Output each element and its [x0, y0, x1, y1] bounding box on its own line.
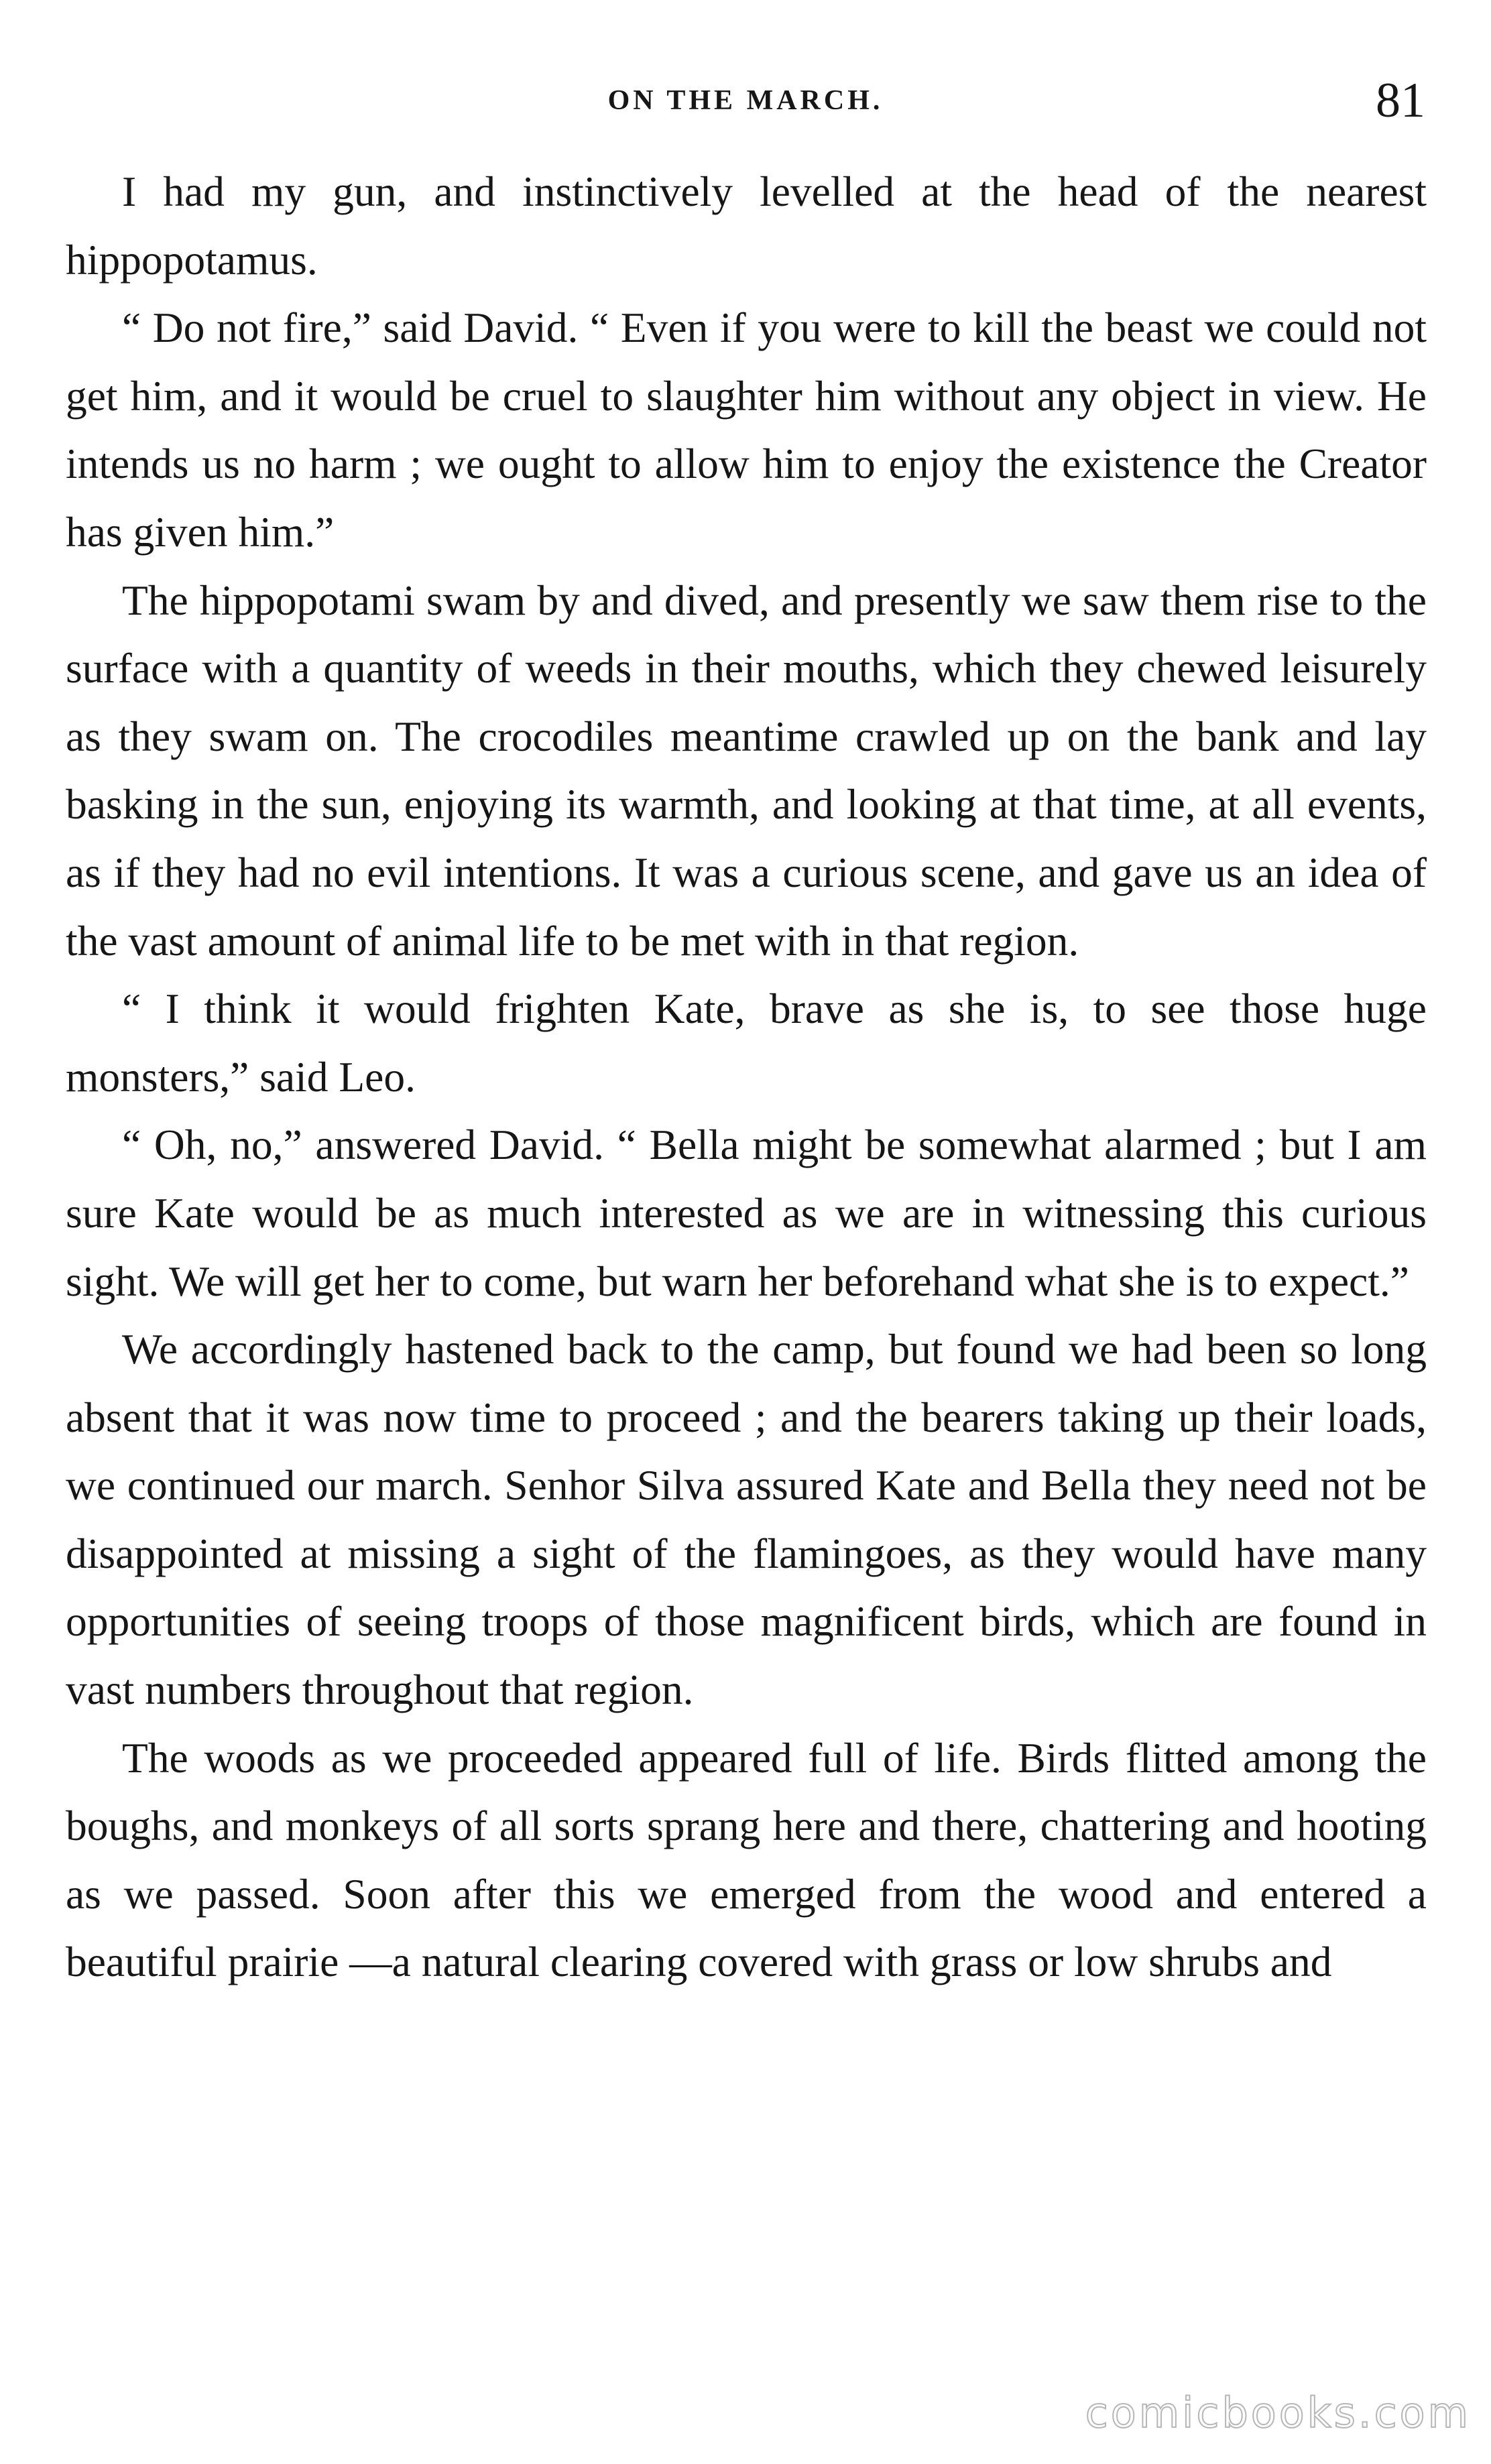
page-number: 81: [1376, 73, 1425, 128]
paragraph-1: I had my gun, and instinctively levelled at the head of the nearest hippopotamus.: [66, 168, 1427, 284]
paragraph-6: We accordingly hastened back to the camp, but found we had been so long absent that it was now time to proceed ; and the bearers taking up their loads, we continued our march. Senhor Silva assured Kate and Bella they need not be disappointed at missing a sight of the flamingoes, as they would have many opportunities of seeing troops of those magnificent birds, which are found in vast numbers throughout that region.: [66, 1325, 1427, 1714]
running-head: [0, 60, 1491, 141]
paragraph-7: The woods as we proceeded appeared full of life. Birds flitted among the boughs, and monkeys of all sorts sprang here and there, chattering and hooting as we passed. Soon after this we emerged from the wood and entered a beautiful prairie —a natural clearing covered with grass or low shrubs and: [66, 1733, 1427, 1986]
watermark: comicbooks.com: [1085, 2388, 1471, 2437]
paragraph-3: The hippopotami swam by and dived, and presently we saw them rise to the surface with a quantity of weeds in their mouths, which they chewed leisurely as they swam on. The crocodiles meantime crawled up on the bank and lay basking in the sun, enjoying its warmth, and looking at that time, at all events, as if they had no evil intentions. It was a curious scene, and gave us an idea of the vast amount of animal life to be met with in that region.: [66, 576, 1427, 965]
running-head-title: ON THE MARCH.: [607, 85, 884, 116]
paragraph-4: “ I think it would frighten Kate, brave as she is, to see those huge monsters,” said Leo.: [66, 985, 1427, 1101]
paragraph-5: “ Oh, no,” answered David. “ Bella might be somewhat alarmed ; but I am sure Kate would be as much interested as we are in witnessing this curious sight. We will get her to come, but warn her beforehand what she is to expect.”: [66, 1121, 1427, 1305]
paragraph-2: “ Do not fire,” said David. “ Even if you were to kill the beast we could not get him, and it would be cruel to slaughter him without any object in view. He intends us no harm ; we ought to allow him to enjoy the existence the Creator has given him.”: [66, 304, 1427, 556]
body-text: [66, 158, 1427, 1996]
